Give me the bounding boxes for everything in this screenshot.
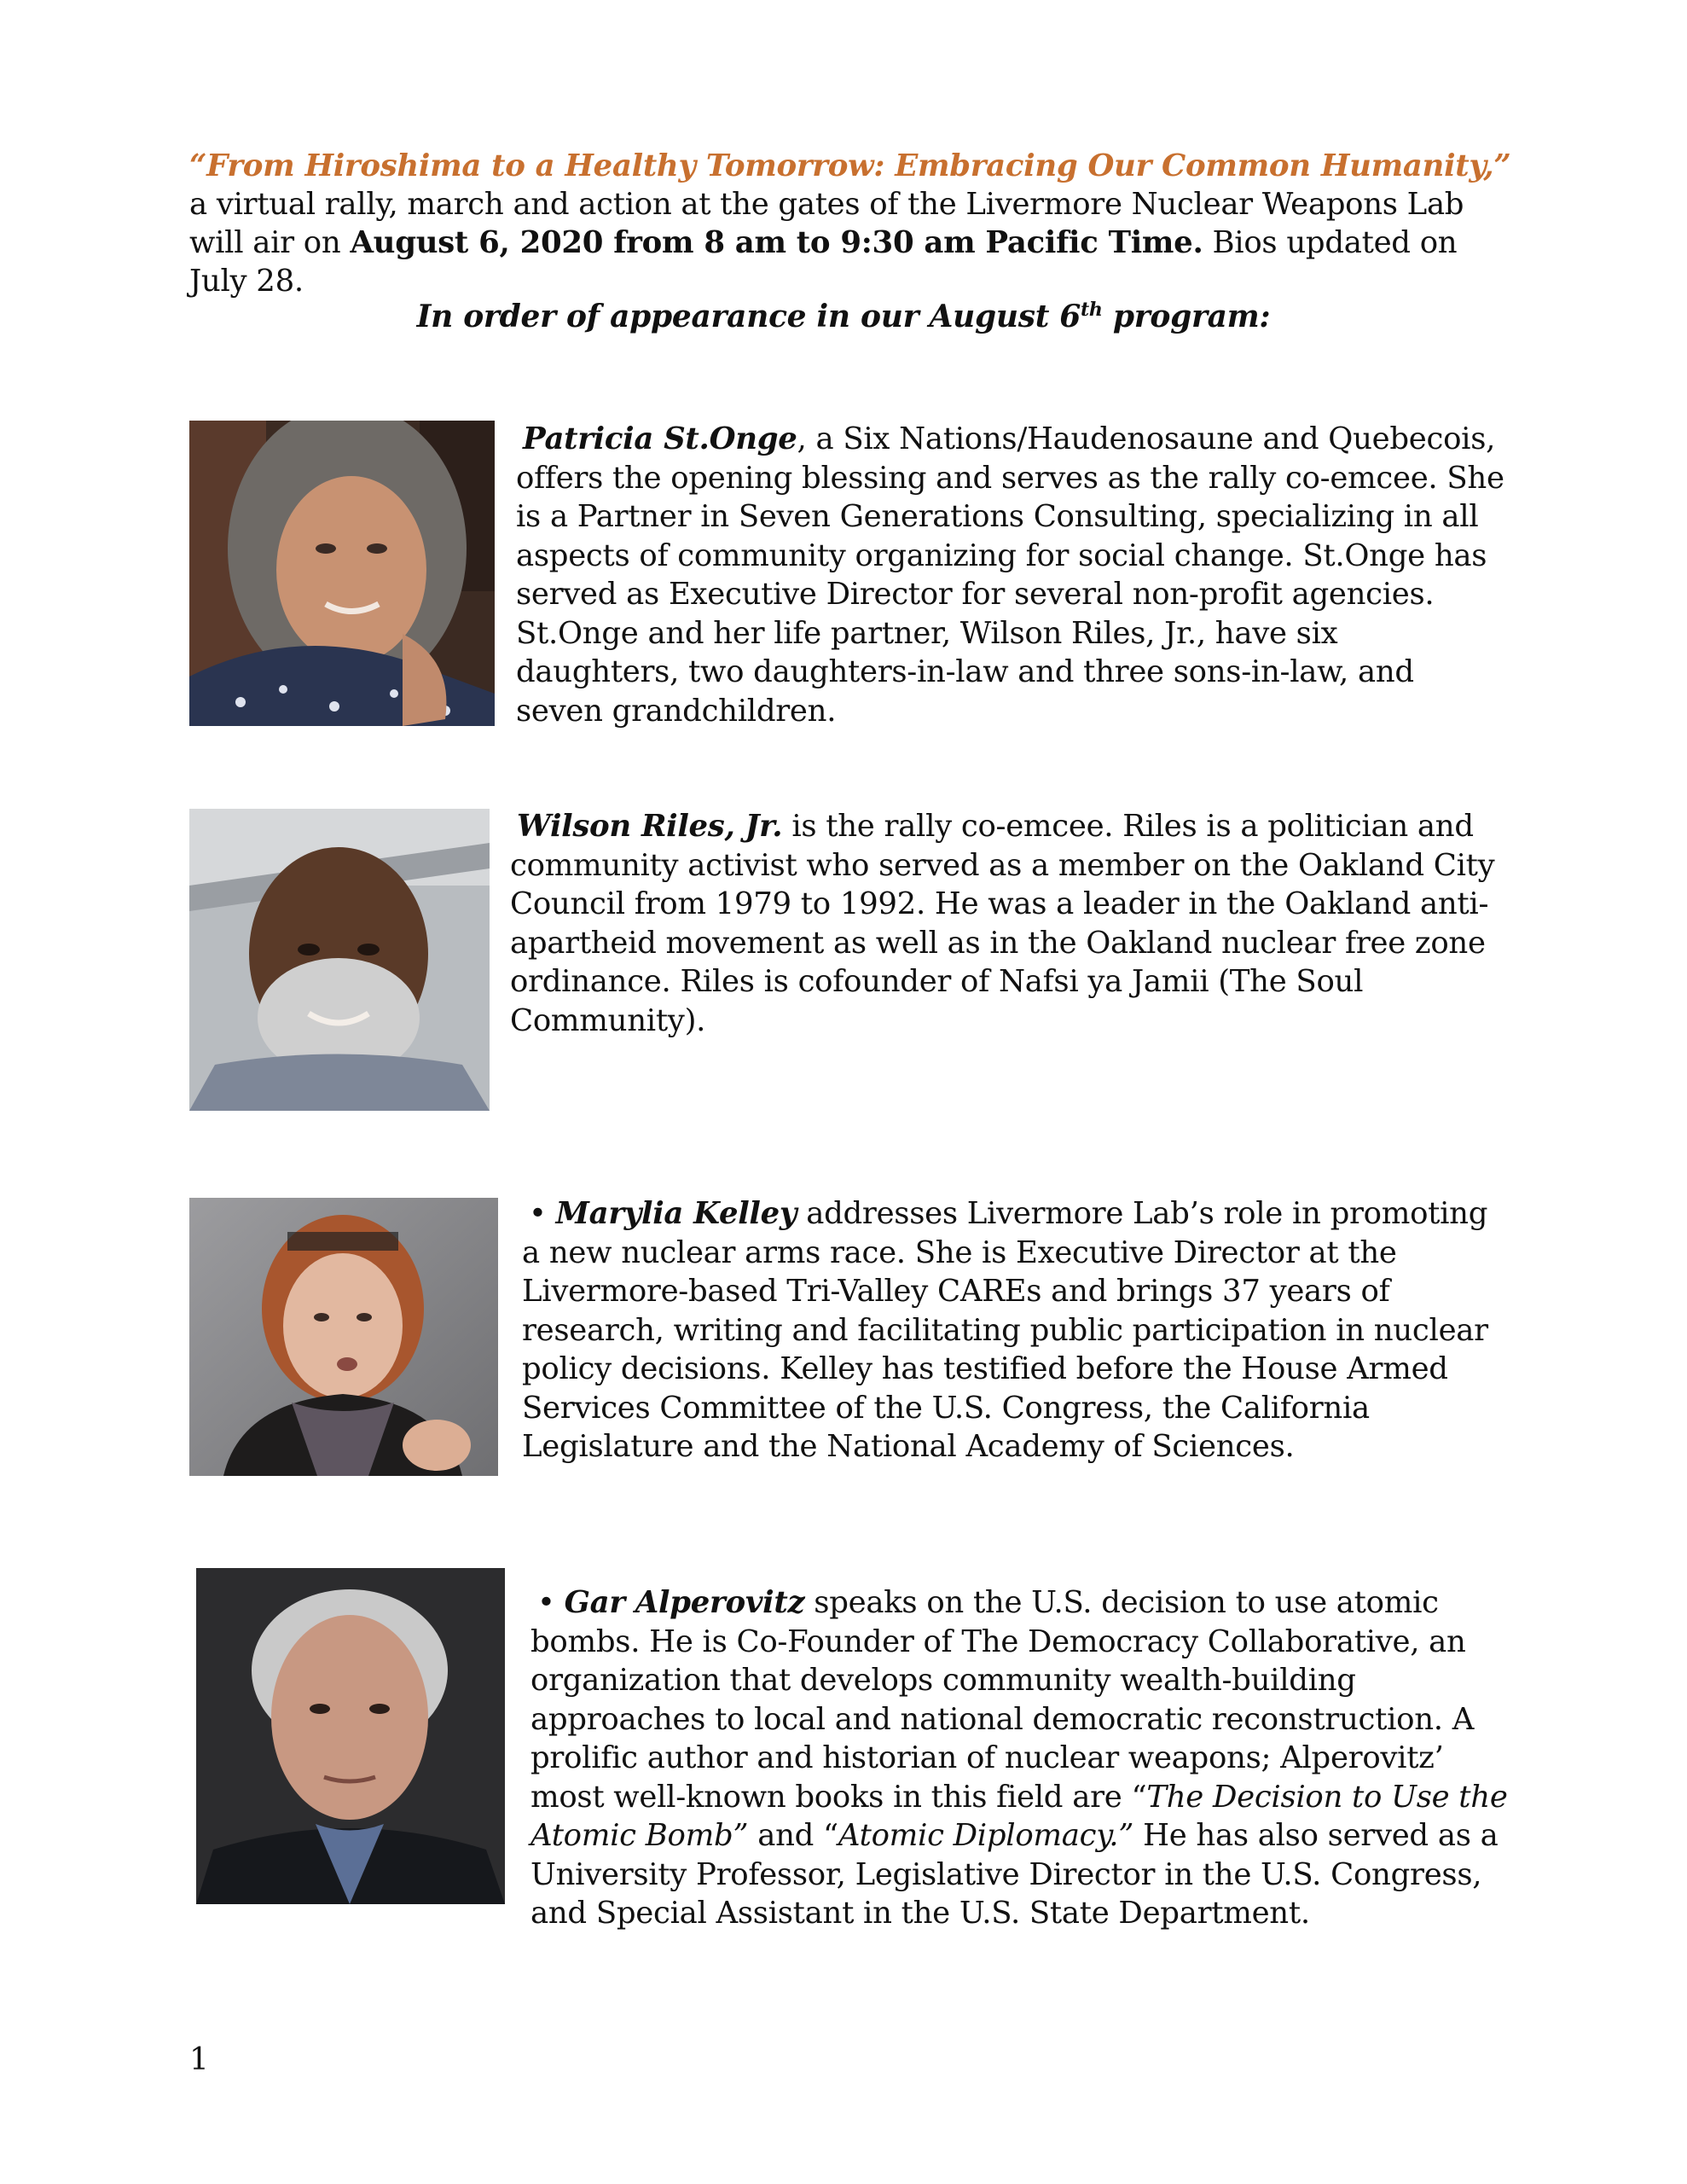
speaker-photo-marylia (189, 1198, 498, 1476)
speaker-photo-patricia (189, 421, 495, 726)
event-title: “From Hiroshima to a Healthy Tomorrow: Embracing Our Common Humanity,” (189, 148, 1511, 183)
order-heading (0, 299, 1687, 334)
speaker-description: is the rally co-emcee. Riles is a politician and community activist who served as a member on the Oakland City Council from 1979 to 1992. He was a leader in the Oakland anti-apartheid movement as well as in the Oakland nuclear free zone ordinance. Riles is cofounder of Nafsi ya Jamii (The Soul Community). (510, 809, 1495, 1038)
bullet: • (537, 1585, 565, 1620)
speaker-name: Gar Alperovitz (564, 1585, 805, 1620)
speaker-bio-wilson (510, 807, 1508, 1040)
order-heading-text: In order of appearance in our August 6 (416, 299, 1081, 334)
updated-note: Bios updated on July 28. (189, 225, 1458, 299)
bullet: • (529, 1196, 556, 1231)
intro-paragraph (189, 147, 1520, 300)
book-title: The Decision to Use the Atomic Bomb” (530, 1779, 1508, 1853)
speaker-name: Marylia Kelley (555, 1196, 797, 1231)
book-title: Atomic Diplomacy.” (838, 1818, 1134, 1853)
speaker-bio-gar: • Gar Alperovitz speaks on the U.S. decision to use atomic bombs. He is Co-Founder of The Democracy Collaborative, an organization that develops community wealth-building approaches to local and national democratic reconstruction. A prolific author and historian of nuclear weapons; Alperovitz’ most well-known books in this field are “The Decision to Use the Atomic Bomb” and “Atomic Diplomacy.” He has also served as a University Professor, Legislative Director in the U.S. Congress, and Special Assistant in the U.S. State Department. (530, 1585, 1508, 1931)
speaker-photo-wilson (189, 809, 490, 1111)
speaker-bio-patricia (516, 420, 1505, 730)
event-date-time: August 6, 2020 from 8 am to 9:30 am Pacific Time. (350, 225, 1203, 260)
speaker-description: speaks on the U.S. decision to use atomic bombs. He is Co-Founder of The Democracy Collaborative, an organization that develops community wealth-building approaches to local and national democratic reconstruction. A prolific author and historian of nuclear weapons; Alperovitz’ most well-known books in this field are “ (530, 1585, 1475, 1815)
speaker-bio-marylia (522, 1194, 1511, 1467)
speaker-name: Wilson Riles, Jr. (517, 809, 783, 844)
page-number: 1 (189, 2042, 209, 2077)
intro-text: a virtual rally, march and action at the gates of the Livermore Nuclear Weapons Lab will air on (189, 187, 1464, 260)
order-heading-suffix: program: (1102, 299, 1271, 334)
speaker-description: , a Six Nations/Haudenosaune and Quebecois, offers the opening blessing and serves as the rally co-emcee. She is a Partner in Seven Generations Consulting, specializing in all aspects of community organizing for social change. St.Onge has served as Executive Director for several non-profit agencies. St.Onge and her life partner, Wilson Riles, Jr., have six daughters, two daughters-in-law and three sons-in-law, and seven grandchildren. (516, 421, 1504, 729)
speaker-name: Patricia St.Onge (523, 421, 797, 456)
order-heading-superscript: th (1081, 299, 1103, 321)
speaker-photo-gar (196, 1568, 505, 1904)
speaker-description: addresses Livermore Lab’s role in promoting a new nuclear arms race. She is Executive Director at the Livermore-based Tri-Valley CAREs and brings 37 years of research, writing and facilitating public participation in nuclear policy decisions. Kelley has testified before the House Armed Services Committee of the U.S. Congress, the California Legislature and the National Academy of Sciences. (522, 1196, 1488, 1464)
